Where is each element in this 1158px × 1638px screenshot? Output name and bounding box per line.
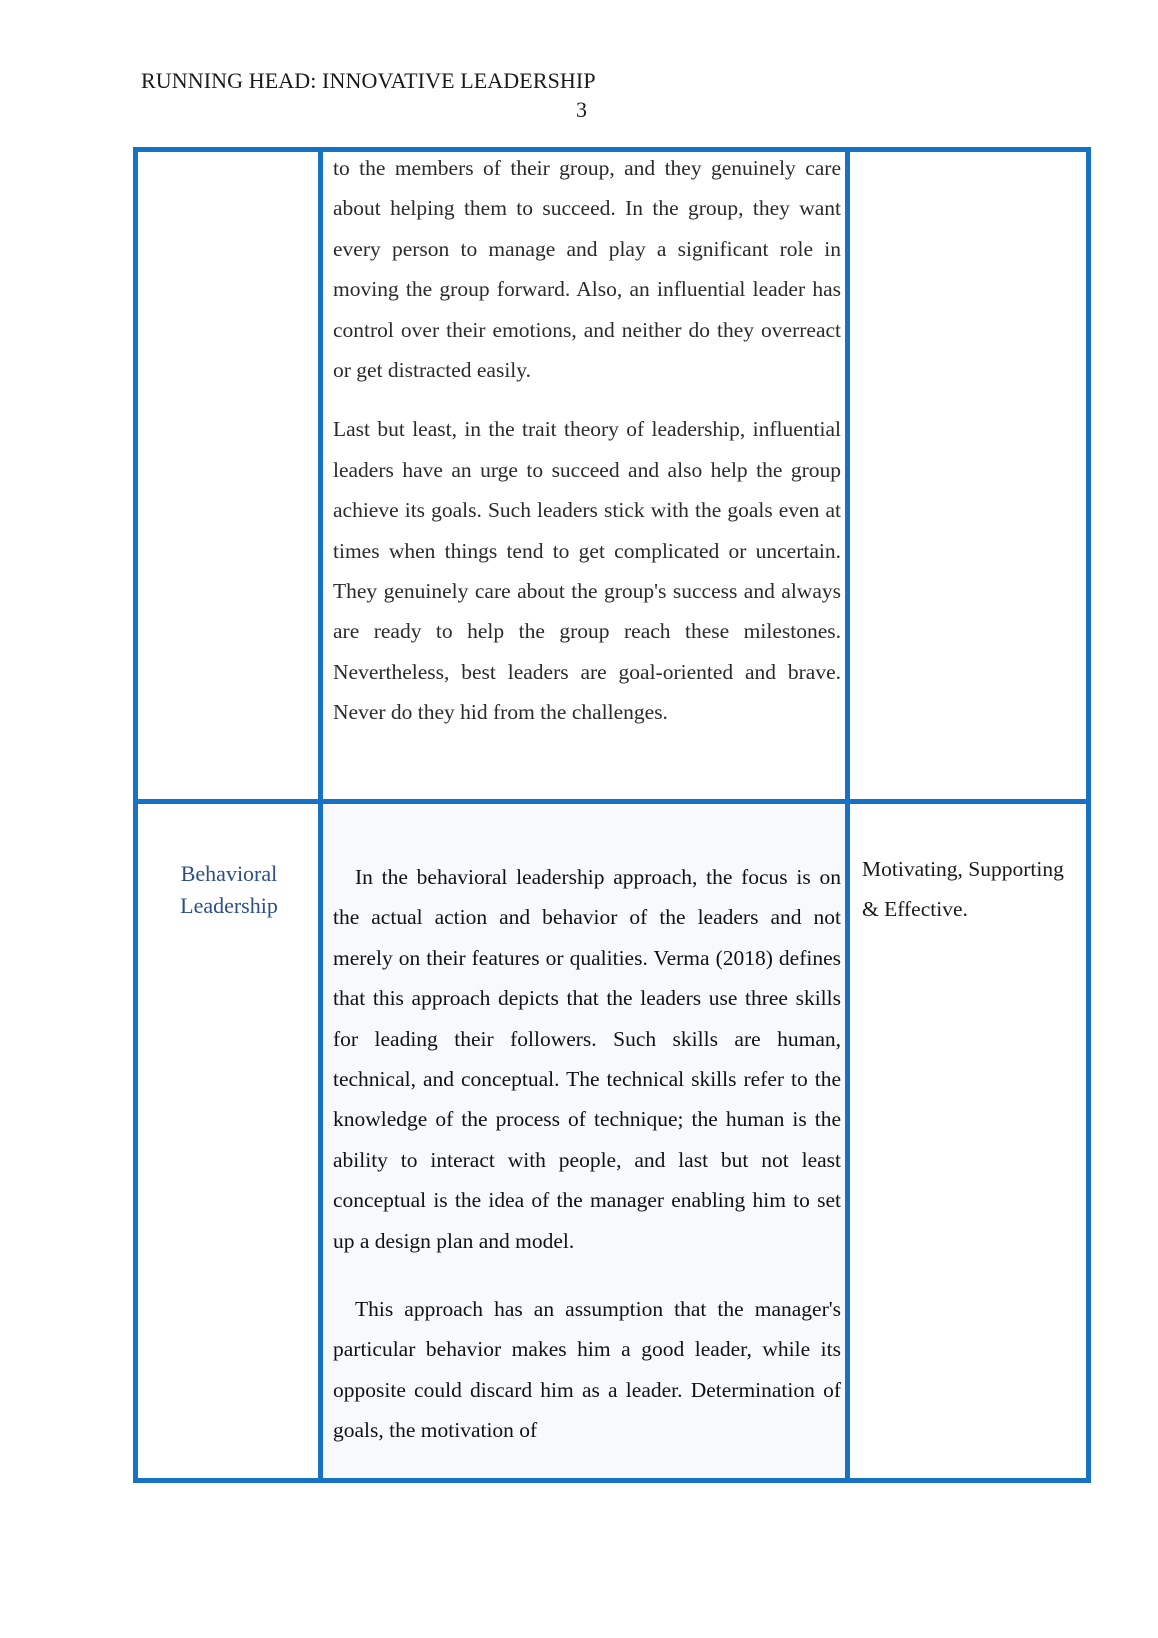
row2-paragraph-2-text: This approach has an assumption that the manager's particular behavior makes him a good leader, while its opposite could discard him as a leader. Determination of goals, the motivation of — [333, 1297, 841, 1443]
page-number: 3 — [576, 97, 587, 122]
table-border-row-divider — [133, 799, 1091, 804]
row2-paragraph-2 — [333, 1289, 841, 1451]
row2-paragraph-1 — [333, 857, 841, 1261]
row2-description-cell — [333, 857, 841, 1451]
row1-paragraph-2: Last but least, in the trait theory of leadership, influential leaders have an urge to succeed and also help the group achieve its goals. Such leaders stick with the goals even at times when things tend to get complicated or uncertain. They genuinely care about the group's success and always are ready to help the group reach these milestones. Nevertheless, best leaders are goal-oriented and brave. Never do they hid from the challenges. — [333, 417, 841, 725]
row2-theory-label: Behavioral Leadership — [180, 861, 278, 918]
row1-description-cell — [333, 148, 841, 733]
row2-paragraph-1-text: In the behavioral leadership approach, the focus is on the actual action and behavior of the leaders and not merely on their features or qualities. Verma (2018) defines that this approach depicts that the leaders use three skills for leading their followers. Such skills are human, technical, and conceptual. The technical skills refer to the knowledge of the process of technique; the human is the ability to interact with people, and last but not least conceptual is the idea of the manager enabling him to set up a design plan and model. — [333, 865, 841, 1253]
row1-paragraph-1: to the members of their group, and they genuinely care about helping them to succeed. In the group, they want every person to manage and play a significant role in moving the group forward. Also, an influential leader has control over their emotions, and neither do they overreact or get distracted easily. — [333, 156, 841, 383]
table-border-col-divider-2 — [845, 147, 850, 1483]
running-head: RUNNING HEAD: INNOVATIVE LEADERSHIP — [141, 68, 596, 93]
table-border-left — [133, 147, 138, 1483]
table-border-bottom — [133, 1478, 1091, 1483]
table-border-right — [1086, 147, 1091, 1483]
row2-traits-cell: Motivating, Supporting & Effective. — [862, 857, 1064, 921]
table-border-col-divider-1 — [318, 147, 323, 1483]
